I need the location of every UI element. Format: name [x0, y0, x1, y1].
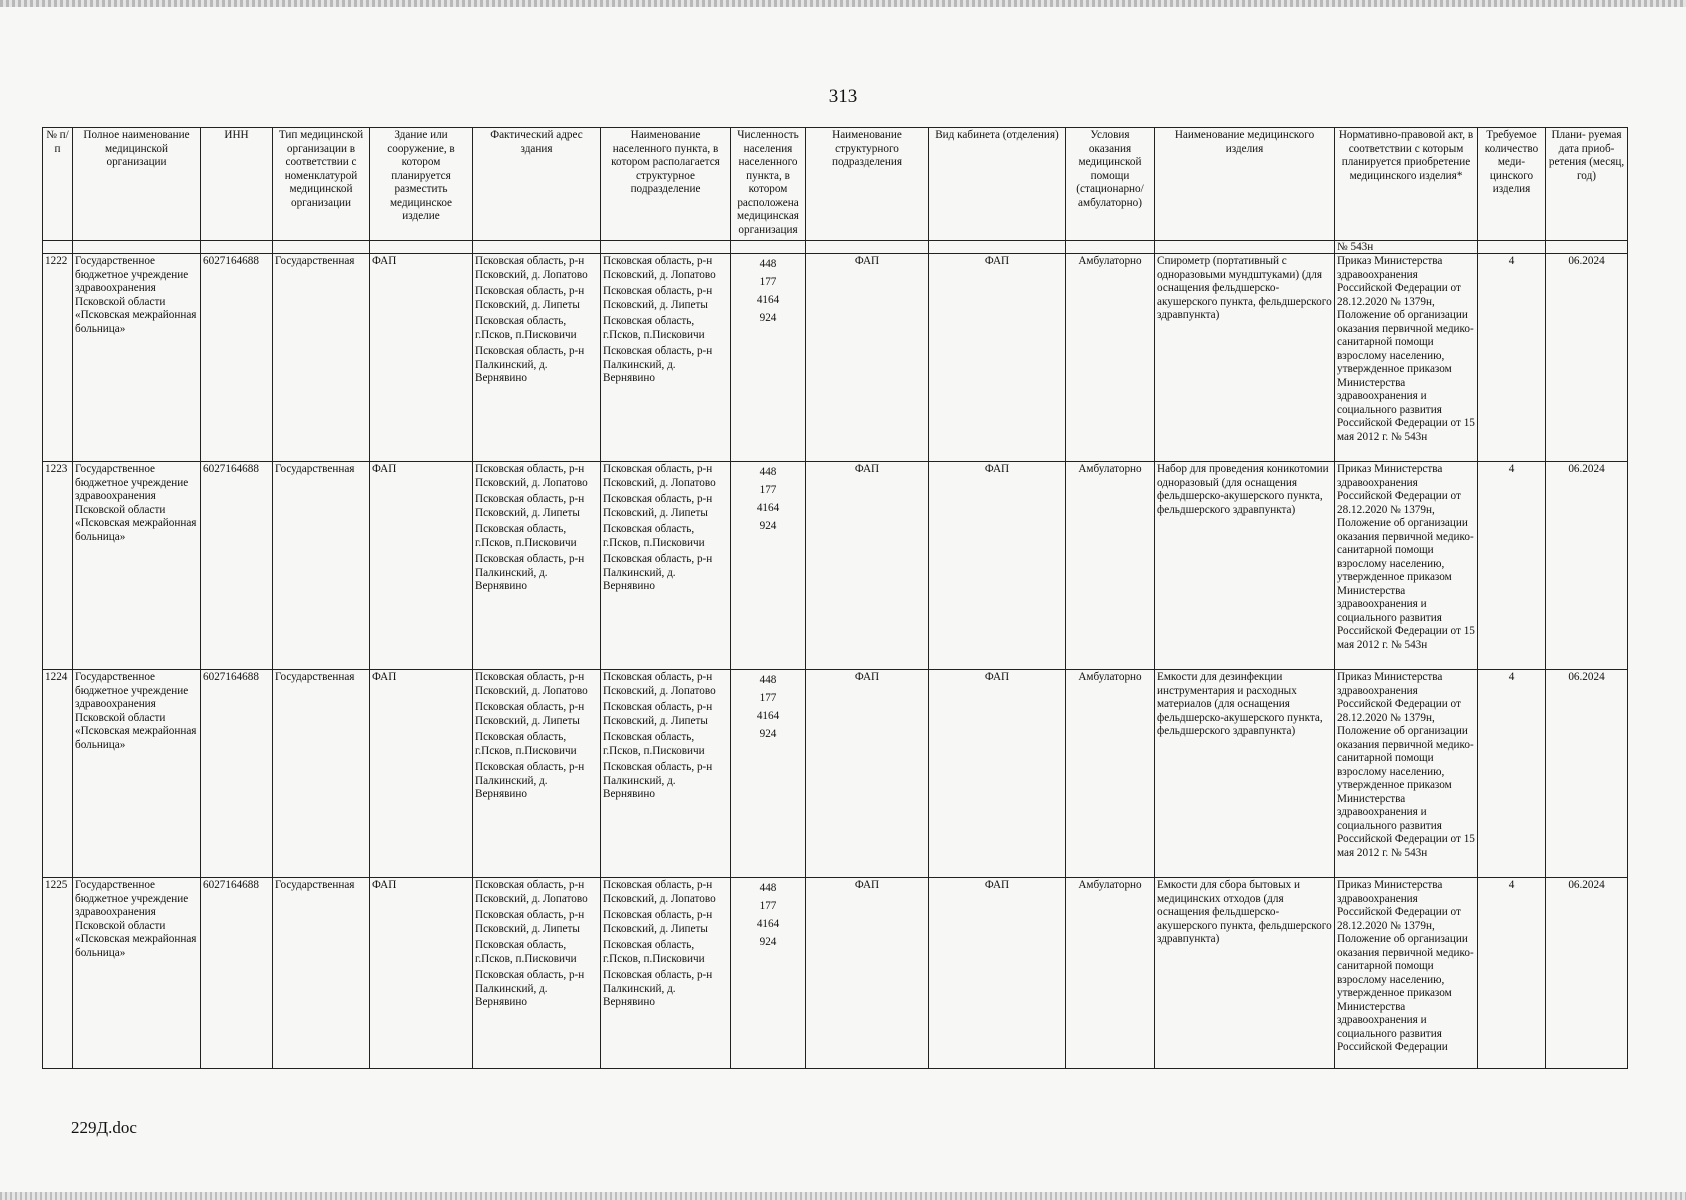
purchase-date: 06.2024: [1546, 878, 1628, 1069]
conditions: Амбулаторно: [1066, 462, 1155, 670]
quantity: 4: [1478, 878, 1546, 1069]
device-name: Набор для проведения коникотомии одноразовый (для оснащения фельдшерско-акушерского пункта, фельдшерского здравпункта): [1155, 462, 1335, 670]
settlement: Псковская область, г.Псков, п.Писковичи: [603, 523, 705, 549]
header-org: Полное наименование медицинской организации: [73, 128, 201, 241]
purchase-date: 06.2024: [1546, 254, 1628, 462]
address: Псковская область, р-н Псковский, д. Лопатово: [475, 879, 588, 905]
population: [731, 670, 806, 878]
address: Псковская область, р-н Палкинский, д. Вернявино: [475, 345, 585, 384]
population: [731, 254, 806, 462]
settlement: Псковская область, р-н Псковский, д. Лопатово: [603, 255, 716, 281]
settlement: Псковская область, р-н Псковский, д. Липеты: [603, 285, 713, 311]
settlements: [601, 670, 731, 878]
address: Псковская область, г.Псков, п.Писковичи: [475, 731, 577, 757]
addresses: [473, 462, 601, 670]
cabinet: ФАП: [929, 254, 1066, 462]
org-name: Государственное бюджетное учреждение здравоохранения Псковской области «Псковская межрайонная больница»: [73, 878, 201, 1069]
population-value: 448: [759, 258, 777, 270]
table-row: [43, 462, 1628, 670]
address: Псковская область, р-н Псковский, д. Липеты: [475, 285, 585, 311]
building: ФАП: [370, 878, 473, 1069]
population-value: 177: [759, 484, 777, 496]
legal-act: Приказ Министерства здравоохранения Российской Федерации от 28.12.2020 № 1379н, Положение об организации оказания первичной медико-санитарной помощи взрослому населению, утвержденное приказом Министерства здравоохранения и социального развития Российской Федерации от 15 мая 2012 г. № 543н: [1335, 254, 1478, 462]
address: Псковская область, г.Псков, п.Писковичи: [475, 315, 577, 341]
settlement: Псковская область, р-н Псковский, д. Лопатово: [603, 463, 716, 489]
address: Псковская область, р-н Псковский, д. Липеты: [475, 909, 585, 935]
population-value: 177: [759, 900, 777, 912]
settlements: [601, 254, 731, 462]
address: Псковская область, г.Псков, п.Писковичи: [475, 939, 577, 965]
table-row: [43, 670, 1628, 878]
header-address: Фактический адрес здания: [473, 128, 601, 241]
page-number: 313: [828, 86, 858, 107]
address: Псковская область, р-н Псковский, д. Лопатово: [475, 671, 588, 697]
conditions: Амбулаторно: [1066, 878, 1155, 1069]
quantity: 4: [1478, 254, 1546, 462]
continuation-text: № 543н: [1335, 241, 1478, 254]
inn: 6027164688: [201, 670, 273, 878]
scan-edge-top: [0, 0, 1686, 7]
settlement: Псковская область, р-н Палкинский, д. Вернявино: [603, 553, 713, 592]
population-value: 177: [759, 276, 777, 288]
legal-act: Приказ Министерства здравоохранения Российской Федерации от 28.12.2020 № 1379н, Положение об организации оказания первичной медико-санитарной помощи взрослому населению, утвержденное приказом Министерства здравоохранения и социального развития Российской Федерации: [1335, 878, 1478, 1069]
population-value: 4164: [756, 294, 780, 306]
row-number: 1225: [43, 878, 73, 1069]
addresses: [473, 878, 601, 1069]
building: ФАП: [370, 462, 473, 670]
scan-edge-bottom: [0, 1192, 1686, 1200]
device-name: Емкости для дезинфекции инструментария и расходных материалов (для оснащения фельдшерско-акушерского пункта, фельдшерского здравпункта): [1155, 670, 1335, 878]
row-number: 1222: [43, 254, 73, 462]
settlement: Псковская область, р-н Псковский, д. Липеты: [603, 493, 713, 519]
address: Псковская область, р-н Палкинский, д. Вернявино: [475, 553, 585, 592]
settlement: Псковская область, г.Псков, п.Писковичи: [603, 315, 705, 341]
header-inn: ИНН: [201, 128, 273, 241]
registry-table: [42, 127, 1628, 1069]
division: ФАП: [806, 878, 929, 1069]
header-conditions: Условия оказания медицинской помощи (стационарно/ амбулаторно): [1066, 128, 1155, 241]
population-value: 4164: [756, 502, 780, 514]
settlement: Псковская область, р-н Псковский, д. Лопатово: [603, 671, 716, 697]
addresses: [473, 670, 601, 878]
population-value: 448: [759, 466, 777, 478]
address: Псковская область, р-н Псковский, д. Липеты: [475, 493, 585, 519]
population-value: 924: [759, 936, 777, 948]
continuation-row: [43, 241, 1628, 254]
address: Псковская область, р-н Псковский, д. Лопатово: [475, 255, 588, 281]
device-name: Спирометр (портативный с одноразовыми мундштуками) (для оснащения фельдшерско-акушерского пункта, фельдшерского здравпункта): [1155, 254, 1335, 462]
population: [731, 462, 806, 670]
header-building: Здание или сооружение, в котором планируется разместить медицинское изделие: [370, 128, 473, 241]
address: Псковская область, г.Псков, п.Писковичи: [475, 523, 577, 549]
header-division: Наименование структурного подразделения: [806, 128, 929, 241]
legal-act: Приказ Министерства здравоохранения Российской Федерации от 28.12.2020 № 1379н, Положение об организации оказания первичной медико-санитарной помощи взрослому населению, утвержденное приказом Министерства здравоохранения и социального развития Российской Федерации от 15 мая 2012 г. № 543н: [1335, 670, 1478, 878]
row-number: 1223: [43, 462, 73, 670]
building: ФАП: [370, 670, 473, 878]
settlement: Псковская область, г.Псков, п.Писковичи: [603, 939, 705, 965]
settlements: [601, 878, 731, 1069]
org-name: Государственное бюджетное учреждение здравоохранения Псковской области «Псковская межрайонная больница»: [73, 462, 201, 670]
address: Псковская область, р-н Палкинский, д. Вернявино: [475, 969, 585, 1008]
cabinet: ФАП: [929, 878, 1066, 1069]
population-value: 448: [759, 882, 777, 894]
inn: 6027164688: [201, 462, 273, 670]
population-value: 448: [759, 674, 777, 686]
settlement: Псковская область, р-н Псковский, д. Липеты: [603, 701, 713, 727]
legal-act: Приказ Министерства здравоохранения Российской Федерации от 28.12.2020 № 1379н, Положение об организации оказания первичной медико-санитарной помощи взрослому населению, утвержденное приказом Министерства здравоохранения и социального развития Российской Федерации от 15 мая 2012 г. № 543н: [1335, 462, 1478, 670]
population-value: 924: [759, 312, 777, 324]
address: Псковская область, р-н Псковский, д. Лопатово: [475, 463, 588, 489]
row-number: 1224: [43, 670, 73, 878]
header-quantity: Требуемое количество меди- цинского изделия: [1478, 128, 1546, 241]
org-type: Государственная: [273, 670, 370, 878]
population-value: 4164: [756, 710, 780, 722]
header-cabinet: Вид кабинета (отделения): [929, 128, 1066, 241]
table-row: [43, 878, 1628, 1069]
cabinet: ФАП: [929, 670, 1066, 878]
quantity: 4: [1478, 462, 1546, 670]
address: Псковская область, р-н Псковский, д. Липеты: [475, 701, 585, 727]
building: ФАП: [370, 254, 473, 462]
settlement: Псковская область, р-н Псковский, д. Липеты: [603, 909, 713, 935]
purchase-date: 06.2024: [1546, 462, 1628, 670]
population-value: 924: [759, 728, 777, 740]
settlement: Псковская область, г.Псков, п.Писковичи: [603, 731, 705, 757]
org-type: Государственная: [273, 254, 370, 462]
header-population: Численность населения населенного пункта, в котором расположена медицинская организация: [731, 128, 806, 241]
address: Псковская область, р-н Палкинский, д. Вернявино: [475, 761, 585, 800]
population-value: 4164: [756, 918, 780, 930]
division: ФАП: [806, 670, 929, 878]
settlement: Псковская область, р-н Палкинский, д. Вернявино: [603, 345, 713, 384]
conditions: Амбулаторно: [1066, 670, 1155, 878]
settlement: Псковская область, р-н Палкинский, д. Вернявино: [603, 969, 713, 1008]
inn: 6027164688: [201, 254, 273, 462]
division: ФАП: [806, 462, 929, 670]
table-row: [43, 254, 1628, 462]
file-name-footer: 229Д.doc: [71, 1118, 137, 1137]
header-settlement: Наименование населенного пункта, в котором располагается структурное подразделение: [601, 128, 731, 241]
org-type: Государственная: [273, 462, 370, 670]
conditions: Амбулаторно: [1066, 254, 1155, 462]
org-type: Государственная: [273, 878, 370, 1069]
org-name: Государственное бюджетное учреждение здравоохранения Псковской области «Псковская межрайонная больница»: [73, 670, 201, 878]
inn: 6027164688: [201, 878, 273, 1069]
population: [731, 878, 806, 1069]
settlements: [601, 462, 731, 670]
purchase-date: 06.2024: [1546, 670, 1628, 878]
header-device: Наименование медицинского изделия: [1155, 128, 1335, 241]
header-act: Нормативно-правовой акт, в соответствии с которым планируется приобретение медицинского изделия*: [1335, 128, 1478, 241]
quantity: 4: [1478, 670, 1546, 878]
population-value: 177: [759, 692, 777, 704]
division: ФАП: [806, 254, 929, 462]
header-date: Плани- руемая дата приоб- ретения (месяц, год): [1546, 128, 1628, 241]
cabinet: ФАП: [929, 462, 1066, 670]
population-value: 924: [759, 520, 777, 532]
header-type: Тип медицинской организации в соответствии с номенклатурой медицинской организации: [273, 128, 370, 241]
addresses: [473, 254, 601, 462]
header-num: № п/п: [43, 128, 73, 241]
settlement: Псковская область, р-н Палкинский, д. Вернявино: [603, 761, 713, 800]
device-name: Емкости для сбора бытовых и медицинских отходов (для оснащения фельдшерско-акушерского пункта, фельдшерского здравпункта): [1155, 878, 1335, 1069]
org-name: Государственное бюджетное учреждение здравоохранения Псковской области «Псковская межрайонная больница»: [73, 254, 201, 462]
settlement: Псковская область, р-н Псковский, д. Лопатово: [603, 879, 716, 905]
header-row: [43, 128, 1628, 241]
